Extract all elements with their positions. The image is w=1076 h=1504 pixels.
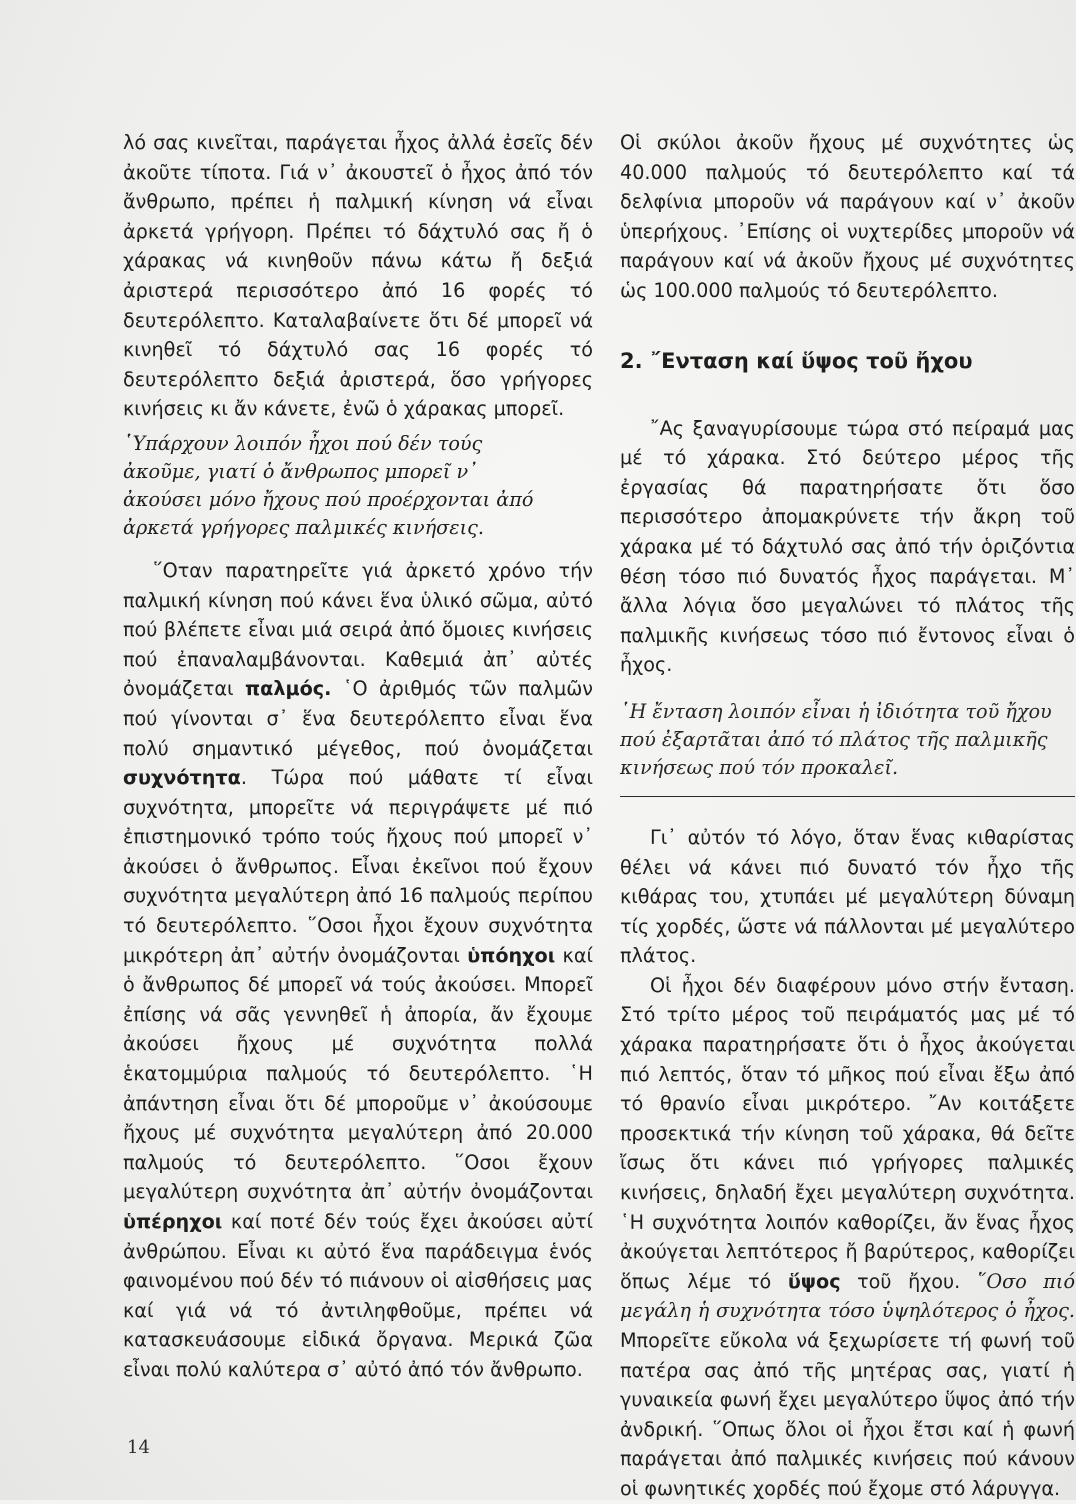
- heading-number: 2.: [620, 348, 643, 373]
- right-column: [620, 128, 1075, 1504]
- text-run: καί ὁ ἄνθρωπος δέ μπορεῖ νά τούς ἀκούσει. Μπορεῖ ἐπίσης νά σᾶς γεννηθεῖ ἡ ἀπορία, ἄν ἔχουμε ἀκούσει ἤχους μέ συχνότητα πολλά ἑκατομμύρια παλμούς τό δευτερόλεπτο. ῾Η ἀπάντηση εἶναι ὅτι δέ μποροῦμε ν᾽ ἀκούσουμε ἤχους μέ συχνότητα μεγαλύτερη ἀπό 20.000 παλμούς τό δευτερόλεπτο. ῞Οσοι ἔχουν μεγαλύτερη συχνότητα ἀπ᾽ αὐτήν ὀνομάζονται: [123, 943, 593, 1204]
- term-palmos: παλμός.: [244, 677, 332, 701]
- paragraph: Οἱ σκύλοι ἀκοῦν ἤχους μέ συχνότητες ὡς 40.000 παλμούς τό δευτερόλεπτο καί τά δελφίνια μποροῦν νά παράγουν καί ν᾽ ἀκοῦν ὑπερήχους. ᾿Επίσης οἱ νυχτερίδες μποροῦν νά παράγουν καί νά ἀκοῦν ἤχους μέ συχνότητες ὡς 100.000 παλμούς τό δευτερόλεπτο.: [620, 131, 1075, 302]
- left-column: [123, 128, 593, 1385]
- paragraph: [123, 556, 593, 1385]
- highlight-box: ῾Υπάρχουν λοιπόν ἦχοι πού δέν τούς ἀκοῦμε, γιατί ὁ ἄνθρωπος μπορεῖ ν᾽ ἀκούσει μόνο ἤχους πού προέρχονται ἀπό ἀρκετά γρήγορες παλμικές κινήσεις.: [123, 431, 534, 539]
- paragraph: [620, 971, 1075, 1504]
- page-number: 14: [127, 1437, 150, 1458]
- heading-text: ῎Ενταση καί ὕψος τοῦ ἤχου: [650, 348, 973, 373]
- paragraph: λό σας κινεῖται, παράγεται ἦχος ἀλλά ἐσεῖς δέν ἀκοῦτε τίποτα. Γιά ν᾽ ἀκουστεῖ ὁ ἦχος ἀπό τόν ἄνθρωπο, πρέπει ἡ παλμική κίνηση νά εἶναι ἀρκετά γρήγορη. Πρέπει τό δάχτυλό σας ἤ ὁ χάρακας νά κινηθοῦν πάνω κάτω ἤ δεξιά ἀριστερά περισσότερο ἀπό 16 φορές τό δευτερόλεπτο. Καταλαβαίνετε ὅτι δέ μπορεῖ νά κινηθεῖ τό δάχτυλό σας 16 φορές τό δευτερόλεπτο δεξιά ἀριστερά, ὅσο γρήγορες κινήσεις κι ἄν κάνετε, ἐνῶ ὁ χάρακας μπορεῖ.: [123, 131, 593, 421]
- text-run: . Τώρα πού μάθατε τί εἶναι συχνότητα, μπορεῖτε νά περιγράψετε μέ πιό ἐπιστημονικό τρόπο τούς ἤχους πού μπορεῖ ν᾽ ἀκούσει ὁ ἄνθρωπος. Εἶναι ἐκεῖνοι πού ἔχουν συχνότητα μεγαλύτερη ἀπό 16 παλμούς περίπου τό δευτερόλεπτο. ῞Οσοι ἦχοι ἔχουν συχνότητα μικρότερη ἀπ᾽ αὐτήν ὀνομάζονται: [123, 766, 593, 967]
- text-run: καί ποτέ δέν τούς ἔχει ἀκούσει αὐτί ἀνθρώπου. Εἶναι κι αὐτό ἕνα παράδειγμα ἑνός φαινομένου πού δέν τό πιάνουν οἱ αἰσθήσεις μας καί γιά νά τό ἀντιληφθοῦμε, πρέπει νά κατασκευάσουμε εἰδικά ὄργανα. Μερικά ζῶα εἶναι πολύ καλύτερα σ᾽ αὐτό ἀπό τόν ἄνθρωπο.: [123, 1210, 593, 1381]
- text-run: τοῦ ἤχου.: [840, 1269, 977, 1293]
- italic-statement: ῞Οσο πιό μεγάλη ἡ συχνότητα τόσο ὑψηλότερος ὁ ἦχος.: [620, 1269, 1075, 1323]
- section-heading: [620, 346, 1075, 376]
- text-run: ῾Ο ἀριθμός τῶν παλμῶν πού γίνονται σ᾽ ἕνα δευτερόλεπτο εἶναι ἕνα πολύ σημαντικό μέγεθος, πού ὀνομάζεται: [123, 677, 593, 760]
- term-ypoixoi: ὑπόηχοι: [467, 943, 556, 967]
- term-ypsos: ὕψος: [787, 1269, 841, 1293]
- term-syxnotita: συχνότητα: [123, 766, 241, 790]
- paragraph: ῎Ας ξαναγυρίσουμε τώρα στό πείραμά μας μέ τό χάρακα. Στό δεύτερο μέρος τῆς ἐργασίας θά παρατηρήσατε ὅτι ὅσο περισσότερο ἀπομακρύνετε τήν ἄκρη τοῦ χάρακα μέ τό δάχτυλό σας ἀπό τήν ὁριζόντια θέση τόσο πιό δυνατός ἦχος παράγεται. Μ᾽ ἄλλα λόγια ὅσο μεγαλώνει τό πλάτος τῆς παλμικῆς κινήσεως τόσο πιό ἔντονος εἶναι ὁ ἦχος.: [620, 416, 1075, 677]
- text-run: Οἱ ἦχοι δέν διαφέρουν μόνο στήν ἔνταση. Στό τρίτο μέρος τοῦ πειράματός μας μέ τό χάρακα παρατηρήσατε ὅτι ὁ ἦχος ἀκούγεται πιό λεπτός, ὅταν τό μῆκος πού εἶναι ἔξω ἀπό τό θρανίο εἶναι μικρότερο. ῎Αν κοιτάξετε προσεκτικά τήν κίνηση τοῦ χάρακα, θά δεῖτε ἴσως ὅτι κάνει πιό γρήγορες παλμικές κινήσεις, δηλαδή ἔχει μεγαλύτερη συχνότητα. ῾Η συχνότητα λοιπόν καθορίζει, ἄν ἕνας ἦχος ἀκούγεται λεπτότερος ἤ βαρύτερος, καθορίζει ὅπως λέμε τό: [620, 973, 1075, 1293]
- text-run: ῞Οταν παρατηρεῖτε γιά ἀρκετό χρόνο τήν παλμική κίνηση πού κάνει ἕνα ὑλικό σῶμα, αὐτό πού βλέπετε εἶναι μιά σειρά ἀπό ὅμοιες κινήσεις πού ἐπαναλαμβάνονται. Καθεμιά ἀπ᾽ αὐτές ὀνομάζεται: [123, 558, 593, 701]
- term-yperixoi: ὑπέρηχοι: [123, 1210, 223, 1233]
- highlight-box: ῾Η ἔνταση λοιπόν εἶναι ἡ ἰδιότητα τοῦ ἤχου πού ἐξαρτᾶται ἀπό τό πλάτος τῆς παλμικῆς κινήσεως πού τόν προκαλεῖ.: [620, 698, 1075, 797]
- text-run: Μπορεῖτε εὔκολα νά ξεχωρίσετε τή φωνή τοῦ πατέρα σας ἀπό τῆς μητέρας σας, γιατί ἡ γυναικεία φωνή ἔχει μεγαλύτερο ὕψος ἀπό τήν ἀνδρική. ῞Οπως ὅλοι οἱ ἦχοι ἔτσι καί ἡ φωνή παράγεται ἀπό παλμικές κινήσεις πού κάνουν οἱ φωνητικές χορδές πού ἔχομε στό λάρυγγα.: [620, 1329, 1075, 1500]
- paragraph: Γι᾽ αὐτόν τό λόγο, ὅταν ἕνας κιθαρίστας θέλει νά κάνει πιό δυνατό τόν ἦχο τῆς κιθάρας του, χτυπάει μέ μεγαλύτερη δύναμη τίς χορδές, ὥστε νά πάλλονται μέ μεγαλύτερο πλάτος.: [620, 825, 1075, 968]
